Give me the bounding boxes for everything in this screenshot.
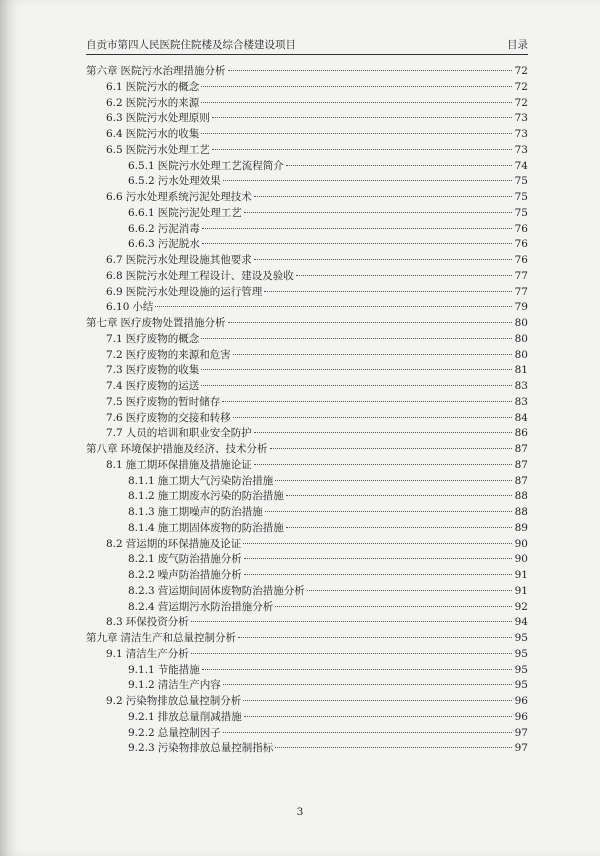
toc-entry-number: 7.7 (106, 427, 123, 440)
toc-entry-page: 96 (514, 710, 528, 723)
toc-entry[interactable] (86, 363, 528, 379)
toc-entry-title: 清洁生产内容 (157, 679, 221, 692)
toc-entry-page: 86 (514, 427, 528, 440)
toc-entry-title: 医疗废物的暂时储存 (125, 395, 221, 408)
toc-entry-title: 施工期固体废物的防治措施 (157, 521, 284, 534)
toc-entry[interactable] (86, 474, 528, 490)
toc-entry[interactable] (86, 300, 528, 316)
toc-entry-title: 医院污水的来源 (125, 96, 200, 109)
toc-entry[interactable] (86, 458, 528, 474)
toc-entry-page: 91 (514, 584, 528, 597)
toc-entry-number: 9.2.3 (128, 742, 155, 755)
toc-entry[interactable] (86, 584, 528, 600)
dot-leader (244, 212, 512, 213)
toc-entry-number: 6.9 (106, 285, 123, 298)
toc-entry-title: 医院污水处理工艺流程简介 (157, 159, 284, 172)
toc-entry-number: 第七章 (86, 317, 118, 329)
toc-entry-title: 营运期间固体废物防治措施分析 (157, 584, 305, 597)
toc-entry-page: 79 (514, 301, 528, 314)
toc-entry-title: 医院污水处理设施的运行管理 (125, 285, 263, 298)
toc-entry-title: 医院污水的概念 (125, 80, 200, 93)
dot-leader (296, 275, 512, 276)
toc-entry-title: 医疗废物处置措施分析 (120, 317, 226, 329)
toc-entry[interactable] (86, 395, 528, 411)
toc-entry[interactable] (86, 269, 528, 285)
dot-leader (201, 338, 512, 339)
toc-entry-number: 8.1.3 (128, 506, 155, 518)
toc-entry-number: 6.8 (106, 269, 123, 282)
dot-leader (155, 306, 512, 307)
dot-leader (201, 102, 512, 103)
toc-entry-page: 97 (514, 726, 528, 739)
toc-entry-number: 8.1.2 (128, 490, 155, 503)
toc-entry-page: 91 (514, 569, 528, 581)
toc-entry-page: 73 (514, 128, 528, 140)
toc-entry-page: 76 (514, 254, 528, 266)
document-title: 自贡市第四人民医院住院楼及综合楼建设项目 (86, 39, 296, 51)
toc-entry-page: 95 (514, 647, 528, 660)
dot-leader (202, 243, 512, 244)
toc-entry-number: 8.3 (106, 616, 123, 629)
toc-entry-number: 第九章 (86, 632, 118, 644)
dot-leader (223, 684, 512, 685)
toc-entry-page: 94 (514, 616, 528, 629)
toc-entry-title: 医院污水处理原则 (125, 112, 210, 125)
dot-leader (233, 354, 512, 355)
toc-entry-title: 节能措施 (157, 663, 200, 676)
dot-leader (286, 495, 512, 496)
dot-leader (191, 653, 512, 654)
dot-leader (201, 385, 512, 386)
toc-entry-page: 73 (514, 112, 528, 125)
toc-entry-title: 医院污水处理工艺 (125, 143, 210, 156)
toc-entry-number: 6.3 (106, 112, 123, 125)
toc-entry-title: 医院污泥处理工艺 (157, 206, 242, 219)
toc-entry-number: 8.2.2 (128, 569, 155, 581)
toc-entry-title: 医院污水处理设施其他要求 (125, 254, 252, 266)
toc-entry-title: 清洁生产和总量控制分析 (120, 632, 236, 644)
toc-entry[interactable] (86, 600, 528, 616)
toc-entry-number: 8.2.4 (128, 600, 155, 613)
dot-leader (222, 401, 512, 402)
toc-entry[interactable] (86, 537, 528, 553)
toc-entry-title: 小结 (132, 301, 154, 314)
toc-entry-page: 73 (514, 143, 528, 156)
toc-entry-page: 83 (514, 395, 528, 408)
toc-entry-page: 90 (514, 537, 528, 550)
toc-entry-title: 排放总量削减措施 (157, 710, 242, 723)
toc-entry-page: 75 (514, 175, 528, 188)
toc-entry-title: 营运期污水防治措施分析 (157, 600, 274, 613)
dot-leader (212, 149, 512, 150)
toc-entry-page: 83 (514, 380, 528, 392)
dot-leader (275, 747, 512, 748)
toc-entry-page: 72 (514, 65, 528, 77)
toc-entry-number: 9.1 (106, 647, 123, 660)
dot-leader (275, 480, 512, 481)
dot-leader (265, 511, 512, 512)
dot-leader (233, 417, 512, 418)
toc-entry-page: 84 (514, 411, 528, 424)
toc-entry-page: 89 (514, 521, 528, 534)
toc-entry-number: 7.4 (106, 380, 123, 392)
toc-entry-page: 76 (514, 238, 528, 251)
dot-leader (243, 543, 512, 544)
toc-entry-number: 6.5.2 (128, 175, 155, 188)
toc-entry[interactable] (86, 111, 528, 127)
dot-leader (254, 259, 512, 260)
toc-entry-number: 6.6.3 (128, 238, 155, 251)
dot-leader (202, 228, 512, 229)
toc-entry[interactable] (86, 615, 528, 631)
dot-leader (264, 291, 512, 292)
dot-leader (307, 590, 512, 591)
toc-entry[interactable] (86, 174, 528, 190)
toc-entry-number: 8.2 (106, 537, 123, 550)
toc-entry-title: 医疗废物的运送 (125, 380, 200, 392)
toc-entry-title: 医疗废物的收集 (125, 364, 200, 377)
toc-entry-page: 87 (514, 443, 528, 455)
toc-entry-page: 72 (514, 96, 528, 109)
toc-entry[interactable] (86, 285, 528, 301)
toc-entry-page: 74 (514, 159, 528, 172)
toc-entry-number: 6.7 (106, 254, 123, 266)
toc-entry-title: 清洁生产分析 (125, 647, 189, 660)
table-of-contents (86, 64, 528, 757)
toc-entry-number: 第六章 (86, 65, 118, 77)
toc-entry[interactable] (86, 96, 528, 112)
toc-entry[interactable] (86, 631, 528, 647)
toc-entry-number: 6.6.1 (128, 206, 155, 219)
toc-entry-number: 7.3 (106, 364, 123, 377)
toc-entry-page: 77 (514, 285, 528, 298)
toc-entry-number: 8.1 (106, 458, 123, 471)
dot-leader (228, 322, 513, 323)
toc-entry-title: 污水处理效果 (157, 175, 221, 188)
dot-leader (202, 669, 512, 670)
dot-leader (286, 165, 512, 166)
toc-entry-title: 施工期噪声的防治措施 (157, 506, 263, 518)
toc-entry-number: 6.10 (106, 301, 130, 314)
toc-entry-number: 6.1 (106, 80, 123, 93)
toc-entry-title: 医疗废物的概念 (125, 332, 200, 345)
toc-entry-page: 77 (514, 269, 528, 282)
toc-entry-page: 92 (514, 600, 528, 613)
toc-entry-title: 医疗废物的交接和转移 (125, 411, 231, 424)
toc-entry-number: 6.2 (106, 96, 123, 109)
toc-entry-number: 8.2.3 (128, 584, 155, 597)
dot-leader (286, 527, 512, 528)
toc-entry[interactable] (86, 190, 528, 206)
toc-entry-title: 污水处理系统污泥处理技术 (125, 191, 252, 203)
toc-entry-title: 污泥脱水 (157, 238, 200, 251)
toc-entry[interactable] (86, 253, 528, 269)
toc-entry-page: 72 (514, 80, 528, 93)
toc-entry[interactable] (86, 316, 528, 332)
toc-entry-page: 88 (514, 490, 528, 503)
toc-entry-number: 9.2.1 (128, 710, 155, 723)
toc-entry-title: 施工期大气污染防治措施 (157, 474, 274, 487)
toc-entry[interactable] (86, 505, 528, 521)
toc-entry-title: 医院污水处理工程设计、建设及验收 (125, 269, 294, 282)
toc-entry[interactable] (86, 552, 528, 568)
toc-entry[interactable] (86, 348, 528, 364)
toc-entry[interactable] (86, 127, 528, 143)
toc-entry-page: 95 (514, 663, 528, 676)
toc-entry[interactable] (86, 663, 528, 679)
toc-entry-page: 87 (514, 458, 528, 471)
toc-entry[interactable] (86, 222, 528, 238)
toc-entry[interactable] (86, 426, 528, 442)
toc-entry-number: 6.6.2 (128, 222, 155, 235)
toc-entry[interactable] (86, 726, 528, 742)
toc-entry-title: 污染物排放总量控制指标 (157, 742, 274, 755)
toc-entry-page: 75 (514, 191, 528, 203)
dot-leader (244, 558, 512, 559)
toc-entry-page: 95 (514, 632, 528, 644)
dot-leader (244, 716, 512, 717)
toc-entry-page: 97 (514, 742, 528, 755)
toc-entry[interactable] (86, 80, 528, 96)
toc-entry[interactable] (86, 64, 528, 80)
toc-entry-title: 人员的培训和职业安全防护 (125, 427, 252, 440)
toc-entry-page: 87 (514, 474, 528, 487)
toc-entry[interactable] (86, 489, 528, 505)
toc-entry-title: 营运期的环保措施及论证 (125, 537, 242, 550)
toc-entry-page: 75 (514, 206, 528, 219)
dot-leader (201, 369, 512, 370)
toc-entry-page: 76 (514, 222, 528, 235)
dot-leader (254, 464, 512, 465)
toc-entry[interactable] (86, 206, 528, 222)
toc-entry-number: 8.1.1 (128, 474, 155, 487)
toc-entry-title: 环境保护措施及经济、技术分析 (120, 443, 268, 455)
toc-entry-number: 6.6 (106, 191, 123, 203)
toc-entry-number: 7.5 (106, 395, 123, 408)
toc-entry-title: 噪声防治措施分析 (157, 569, 242, 581)
toc-entry-number: 8.2.1 (128, 553, 155, 566)
section-title: 目录 (507, 39, 528, 51)
toc-entry-page: 80 (514, 317, 528, 329)
toc-entry-page: 81 (514, 364, 528, 377)
toc-entry[interactable] (86, 678, 528, 694)
toc-entry-page: 80 (514, 332, 528, 345)
dot-leader (223, 180, 512, 181)
dot-leader (238, 637, 512, 638)
dot-leader (223, 732, 512, 733)
toc-entry[interactable] (86, 442, 528, 458)
toc-entry-title: 医院污水治理措施分析 (120, 65, 226, 77)
toc-entry-number: 6.5 (106, 143, 123, 156)
toc-entry-page: 90 (514, 553, 528, 566)
toc-entry[interactable] (86, 521, 528, 537)
toc-entry-number: 7.2 (106, 348, 123, 361)
toc-entry-title: 污泥消毒 (157, 222, 200, 235)
toc-entry[interactable] (86, 332, 528, 348)
toc-entry-page: 96 (514, 695, 528, 707)
page-number: 3 (296, 806, 304, 818)
toc-entry-title: 医院污水的收集 (125, 128, 200, 140)
dot-leader (201, 86, 512, 87)
toc-entry-number: 6.5.1 (128, 159, 155, 172)
dot-leader (275, 606, 512, 607)
toc-entry-title: 废气防治措施分析 (157, 553, 242, 566)
toc-entry[interactable] (86, 143, 528, 159)
toc-entry-title: 施工期环保措施及措施论证 (125, 458, 252, 471)
toc-entry-title: 污染物排放总量控制分析 (125, 695, 242, 707)
toc-entry[interactable] (86, 694, 528, 710)
dot-leader (191, 621, 512, 622)
toc-entry-number: 6.4 (106, 128, 123, 140)
toc-entry-title: 医疗废物的来源和危害 (125, 348, 231, 361)
toc-entry[interactable] (86, 741, 528, 757)
toc-entry-number: 9.2 (106, 695, 123, 707)
toc-entry-number: 7.6 (106, 411, 123, 424)
toc-entry[interactable] (86, 710, 528, 726)
toc-entry[interactable] (86, 379, 528, 395)
toc-entry-number: 9.1.2 (128, 679, 155, 692)
dot-leader (270, 448, 513, 449)
page-header (86, 36, 528, 55)
toc-entry-page: 88 (514, 506, 528, 518)
toc-entry-page: 95 (514, 679, 528, 692)
toc-entry-title: 环保投资分析 (125, 616, 189, 629)
dot-leader (201, 133, 512, 134)
toc-entry[interactable] (86, 159, 528, 175)
toc-entry-number: 第八章 (86, 443, 118, 455)
toc-entry-title: 施工期废水污染的防治措施 (157, 490, 284, 503)
dot-leader (228, 70, 513, 71)
toc-entry[interactable] (86, 237, 528, 253)
toc-entry[interactable] (86, 568, 528, 584)
toc-entry-title: 总量控制因子 (157, 726, 221, 739)
toc-entry-number: 8.1.4 (128, 521, 155, 534)
dot-leader (212, 117, 512, 118)
toc-entry-number: 7.1 (106, 332, 123, 345)
toc-entry[interactable] (86, 647, 528, 663)
toc-entry-number: 9.2.2 (128, 726, 155, 739)
dot-leader (254, 432, 512, 433)
dot-leader (244, 574, 512, 575)
toc-entry-page: 80 (514, 348, 528, 361)
dot-leader (254, 196, 512, 197)
dot-leader (243, 700, 512, 701)
toc-entry-number: 9.1.1 (128, 663, 155, 676)
toc-entry[interactable] (86, 411, 528, 427)
